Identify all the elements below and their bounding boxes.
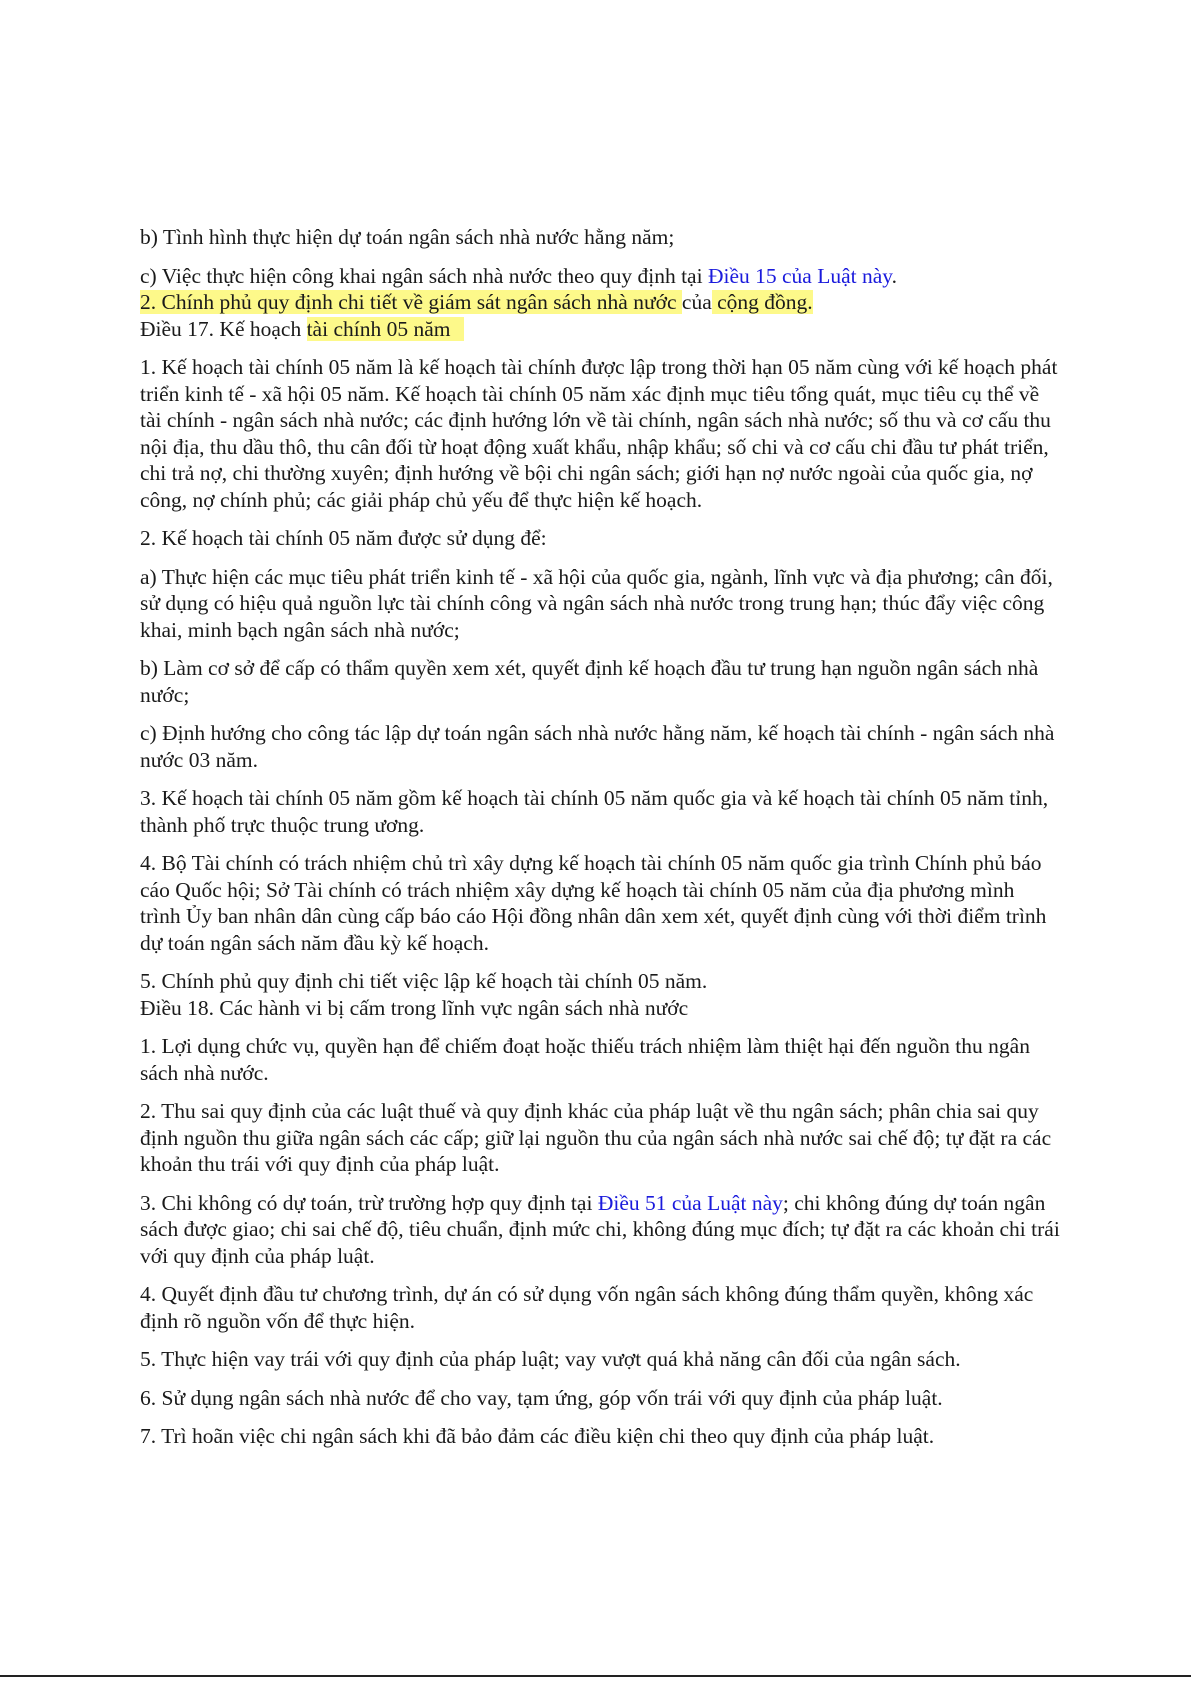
heading-dieu-18: Điều 18. Các hành vi bị cấm trong lĩnh vực ngân sách nhà nước [140, 995, 689, 1020]
dieu18-paragraph-2: 2. Thu sai quy định của các luật thuế và quy định khác của pháp luật về thu ngân sách; phân chia sai quy định nguồn thu giữa ngân sách các cấp; giữ lại nguồn thu của ngân sách nhà nước sai chế độ; tự đặt ra các khoản thu trái với quy định của pháp luật. [140, 1099, 1052, 1176]
dieu17-paragraph-2a: a) Thực hiện các mục tiêu phát triển kinh tế - xã hội của quốc gia, ngành, lĩnh vực và địa phương; cân đối, sử dụng có hiệu quả nguồn lực tài chính công và ngân sách nhà nước trong trung hạn; thúc đẩy việc công khai, minh bạch ngân sách nhà nước; [140, 564, 1053, 642]
plain-text: của [681, 290, 712, 314]
dieu18-paragraph-3 [140, 1190, 1060, 1270]
heading-plain: Điều 17. Kế hoạch [140, 316, 307, 341]
document-body [140, 224, 1060, 1462]
dieu17-paragraph-1: 1. Kế hoạch tài chính 05 năm là kế hoạch tài chính được lập trong thời hạn 05 năm cùng với kế hoạch phát triển kinh tế - xã hội 05 năm. Kế hoạch tài chính 05 năm xác định mục tiêu tổng quát, mục tiêu cụ thể về tài chính - ngân sách nhà nước; các định hướng lớn về tài chính, ngân sách nhà nước; số thu và cơ cấu thu nội địa, thu dầu thô, thu cân đối từ hoạt động xuất khẩu, nhập khẩu; số chi và cơ cấu chi đầu tư phát triển, chi trả nợ, chi thường xuyên; định hướng về bội chi ngân sách; giới hạn nợ nước ngoài của quốc gia, nợ công, nợ chính phủ; các giải pháp chủ yếu để thực hiện kế hoạch. [140, 355, 1058, 512]
dieu17-paragraph-3: 3. Kế hoạch tài chính 05 năm gồm kế hoạch tài chính 05 năm quốc gia và kế hoạch tài chính 05 năm tỉnh, thành phố trực thuộc trung ương. [140, 786, 1049, 837]
paragraph-point-2 [140, 289, 1060, 316]
paragraph-b: b) Tình hình thực hiện dự toán ngân sách nhà nước hằng năm; [140, 225, 675, 249]
page-bottom-rule [0, 1675, 1191, 1677]
paragraph-c [140, 263, 1060, 290]
dieu18-paragraph-1: 1. Lợi dụng chức vụ, quyền hạn để chiếm đoạt hoặc thiếu trách nhiệm làm thiệt hại đến nguồn thu ngân sách nhà nước. [140, 1034, 1030, 1085]
dieu18-p3-text: 3. Chi không có dự toán, trừ trường hợp quy định tại [140, 1190, 598, 1215]
heading-dieu-17 [140, 316, 1060, 343]
dieu17-paragraph-2c: c) Định hướng cho công tác lập dự toán ngân sách nhà nước hằng năm, kế hoạch tài chính - ngân sách nhà nước 03 năm. [140, 721, 1055, 772]
dieu17-paragraph-2b: b) Làm cơ sở để cấp có thẩm quyền xem xét, quyết định kế hoạch đầu tư trung hạn nguồn ngân sách nhà nước; [140, 656, 1039, 707]
dieu18-paragraph-5: 5. Thực hiện vay trái với quy định của pháp luật; vay vượt quá khả năng cân đối của ngân sách. [140, 1347, 961, 1371]
heading-highlighted: tài chính 05 năm [307, 317, 465, 341]
dieu17-paragraph-4: 4. Bộ Tài chính có trách nhiệm chủ trì xây dựng kế hoạch tài chính 05 năm quốc gia trình Chính phủ báo cáo Quốc hội; Sở Tài chính có trách nhiệm xây dựng kế hoạch tài chính 05 năm của địa phương mình trình Ủy ban nhân dân cùng cấp báo cáo Hội đồng nhân dân xem xét, quyết định cùng với thời điểm trình dự toán ngân sách năm đầu kỳ kế hoạch. [140, 851, 1047, 955]
dieu18-paragraph-6: 6. Sử dụng ngân sách nhà nước để cho vay, tạm ứng, góp vốn trái với quy định của pháp luật. [140, 1385, 943, 1410]
dieu18-paragraph-7: 7. Trì hoãn việc chi ngân sách khi đã bảo đảm các điều kiện chi theo quy định của pháp luật. [140, 1424, 935, 1448]
highlighted-text: cộng đồng. [711, 290, 813, 314]
link-dieu-51[interactable]: Điều 51 của Luật này [597, 1190, 783, 1215]
dieu18-paragraph-4: 4. Quyết định đầu tư chương trình, dự án có sử dụng vốn ngân sách không đúng thẩm quyền, không xác định rõ nguồn vốn để thực hiện. [140, 1282, 1034, 1333]
dieu18-p3-rest: ; chi không đúng dự toán ngân sách được giao; chi sai chế độ, tiêu chuẩn, định mức chi, không đúng mục đích; tự đặt ra các khoản chi trái với quy định của pháp luật. [140, 1190, 1060, 1268]
paragraph-c-text: c) Việc thực hiện công khai ngân sách nhà nước theo quy định tại [140, 263, 708, 288]
highlighted-text: 2. Chính phủ quy định chi tiết về giám sát ngân sách nhà nước [140, 290, 682, 314]
dieu17-paragraph-2: 2. Kế hoạch tài chính 05 năm được sử dụng để: [140, 526, 547, 550]
link-dieu-15[interactable]: Điều 15 của Luật này [707, 263, 892, 288]
paragraph-c-end: . [891, 263, 897, 288]
dieu17-paragraph-5: 5. Chính phủ quy định chi tiết việc lập kế hoạch tài chính 05 năm. [140, 969, 708, 993]
